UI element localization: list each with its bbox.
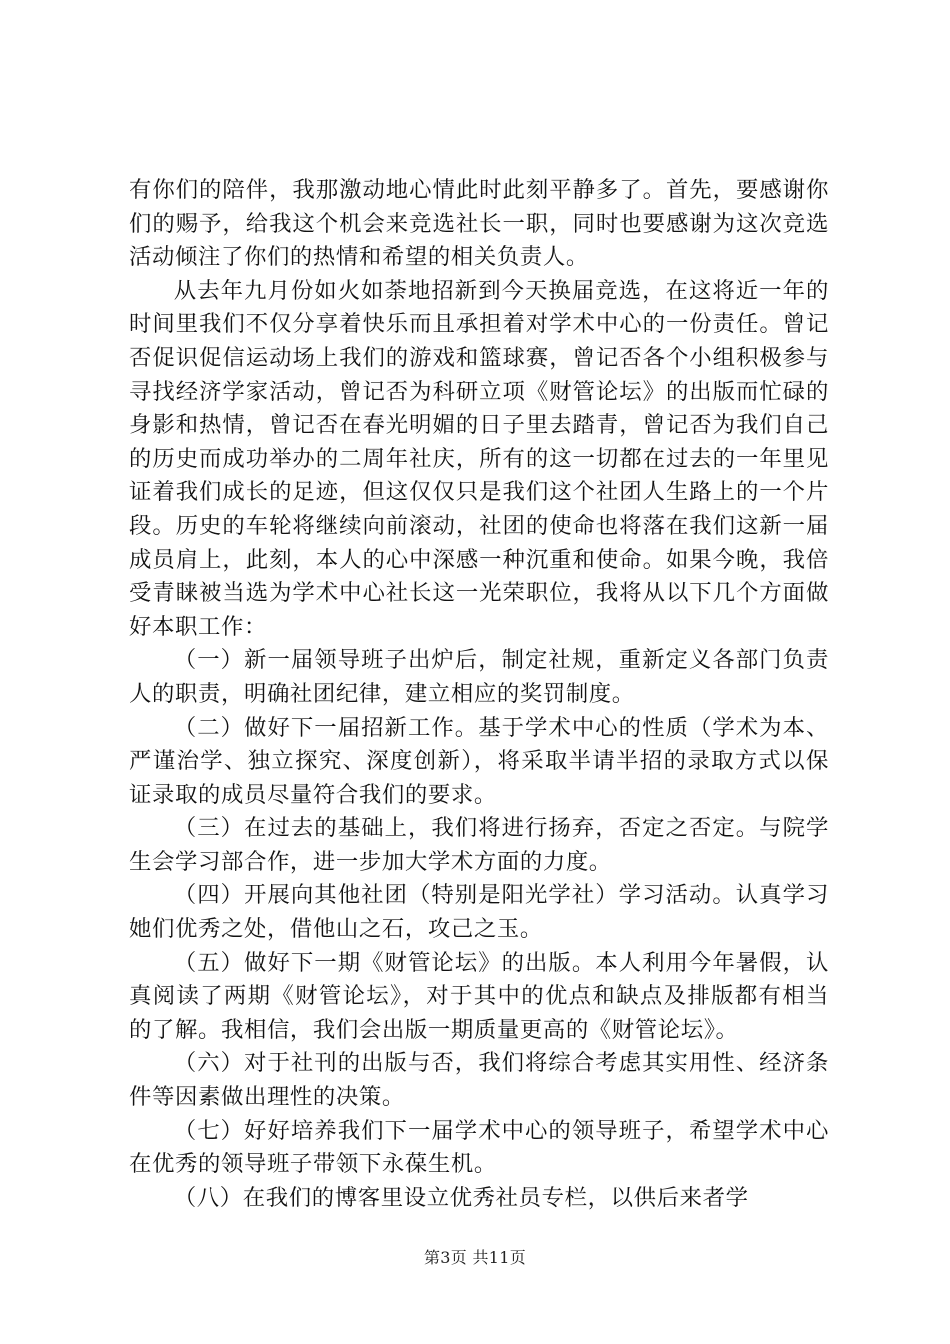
paragraph-item-8: （八）在我们的博客里设立优秀社员专栏，以供后来者学: [173, 1184, 749, 1211]
paragraph-opening: 有你们的陪伴，我那激动地心情此时此刻平静多了。首先，要感谢你们的赐予，给我这个机会来竞选社长一职，同时也要感谢为这次竞选活动倾注了你们的热情和希望的相关负责人。: [129, 177, 829, 271]
document-body: [129, 174, 829, 1215]
paragraph-item-6: （六）对于社刊的出版与否，我们将综合考虑其实用性、经济条件等因素做出理性的决策。: [129, 1050, 829, 1111]
paragraph-item-4: （四）开展向其他社团（特别是阳光学社）学习活动。认真学习她们优秀之处，借他山之石，攻己之玉。: [129, 882, 829, 943]
paragraph-item-5: （五）做好下一期《财管论坛》的出版。本人利用今年暑假，认真阅读了两期《财管论坛》，对于其中的优点和缺点及排版都有相当的了解。我相信，我们会出版一期质量更高的《财管论坛》。: [129, 949, 829, 1043]
paragraph-review: 从去年九月份如火如荼地招新到今天换届竞选，在这将近一年的时间里我们不仅分享着快乐而且承担着对学术中心的一份责任。曾记否促识促信运动场上我们的游戏和篮球赛，曾记否各个小组积极参与寻找经济学家活动，曾记否为科研立项《财管论坛》的出版而忙碌的身影和热情，曾记否在春光明媚的日子里去踏青，曾记否为我们自己的历史而成功举办的二周年社庆，所有的这一切都在过去的一年里见证着我们成长的足迹，但这仅仅只是我们这个社团人生路上的一个片段。历史的车轮将继续向前滚动，社团的使命也将落在我们这新一届成员肩上，此刻，本人的心中深感一种沉重和使命。如果今晚，我倍受青睐被当选为学术中心社长这一光荣职位，我将从以下几个方面做好本职工作：: [129, 277, 829, 640]
paragraph-item-7: （七）好好培养我们下一届学术中心的领导班子，希望学术中心在优秀的领导班子带领下永葆生机。: [129, 1117, 829, 1178]
paragraph-item-2: （二）做好下一届招新工作。基于学术中心的性质（学术为本、严谨治学、独立探究、深度创新），将采取半请半招的录取方式以保证录取的成员尽量符合我们的要求。: [129, 714, 829, 808]
paragraph-item-3: （三）在过去的基础上，我们将进行扬弃，否定之否定。与院学生会学习部合作，进一步加大学术方面的力度。: [129, 815, 829, 875]
page-number-footer: 第3页 共11页: [423, 1248, 527, 1267]
paragraph-item-1: （一）新一届领导班子出炉后，制定社规，重新定义各部门负责人的职责，明确社团纪律，建立相应的奖罚制度。: [129, 647, 829, 707]
